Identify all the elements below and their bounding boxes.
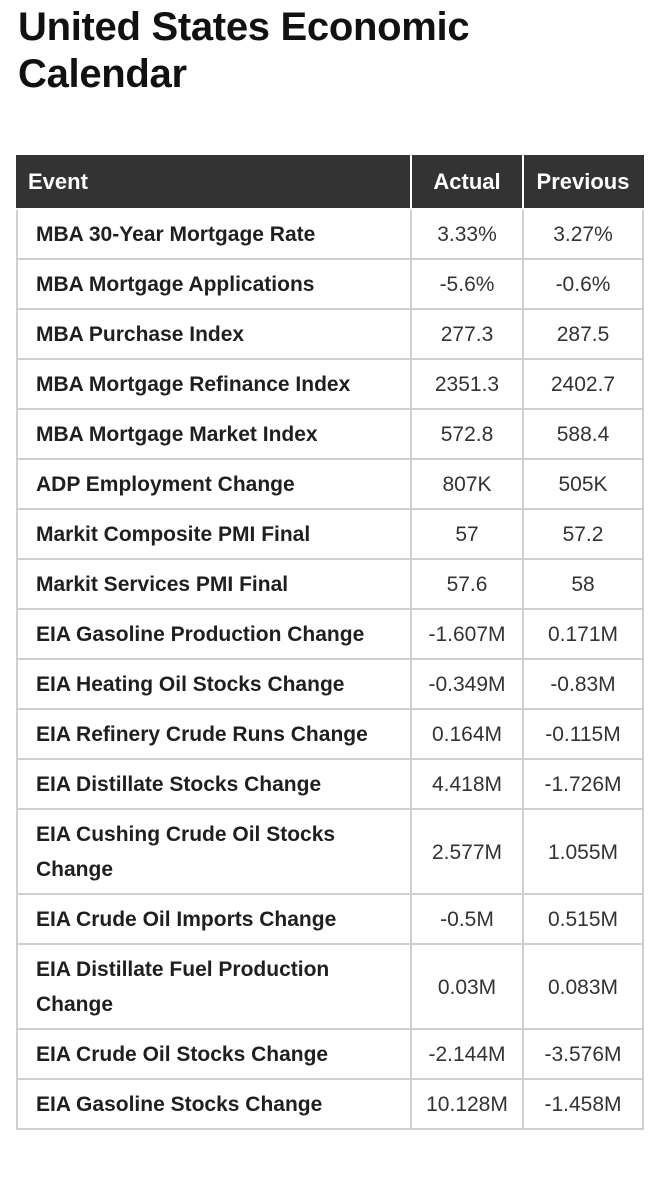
previous-value: -0.6%: [523, 259, 643, 309]
table-body: [17, 209, 643, 1129]
table-row: [17, 309, 643, 359]
previous-value: 588.4: [523, 409, 643, 459]
actual-value: 277.3: [411, 309, 523, 359]
previous-value: 287.5: [523, 309, 643, 359]
event-name: MBA 30-Year Mortgage Rate: [17, 209, 411, 259]
previous-value: 0.171M: [523, 609, 643, 659]
table-row: [17, 1029, 643, 1079]
actual-value: 57: [411, 509, 523, 559]
table-row: [17, 259, 643, 309]
actual-value: 2351.3: [411, 359, 523, 409]
event-name: EIA Distillate Fuel Production Change: [17, 944, 411, 1029]
previous-value: -3.576M: [523, 1029, 643, 1079]
event-name: MBA Purchase Index: [17, 309, 411, 359]
table-row: [17, 559, 643, 609]
actual-value: 10.128M: [411, 1079, 523, 1129]
previous-value: 0.083M: [523, 944, 643, 1029]
table-row: [17, 759, 643, 809]
actual-value: 2.577M: [411, 809, 523, 894]
table-row: [17, 809, 643, 894]
previous-value: 57.2: [523, 509, 643, 559]
actual-value: 0.03M: [411, 944, 523, 1029]
actual-value: -1.607M: [411, 609, 523, 659]
previous-value: 1.055M: [523, 809, 643, 894]
table-row: [17, 659, 643, 709]
actual-value: -0.5M: [411, 894, 523, 944]
table-row: [17, 709, 643, 759]
previous-value: -1.726M: [523, 759, 643, 809]
previous-value: 58: [523, 559, 643, 609]
event-name: MBA Mortgage Market Index: [17, 409, 411, 459]
header-row: [17, 155, 643, 209]
event-name: EIA Distillate Stocks Change: [17, 759, 411, 809]
actual-value: 572.8: [411, 409, 523, 459]
event-name: EIA Refinery Crude Runs Change: [17, 709, 411, 759]
column-header-actual: Actual: [411, 155, 523, 209]
table-row: [17, 1079, 643, 1129]
event-name: Markit Services PMI Final: [17, 559, 411, 609]
page-title: United States Economic Calendar: [18, 5, 470, 96]
event-name: EIA Gasoline Stocks Change: [17, 1079, 411, 1129]
event-name: EIA Gasoline Production Change: [17, 609, 411, 659]
previous-value: 0.515M: [523, 894, 643, 944]
actual-value: -2.144M: [411, 1029, 523, 1079]
actual-value: 0.164M: [411, 709, 523, 759]
column-header-previous: Previous: [523, 155, 643, 209]
event-name: ADP Employment Change: [17, 459, 411, 509]
column-header-event: Event: [17, 155, 411, 209]
actual-value: -5.6%: [411, 259, 523, 309]
event-name: EIA Heating Oil Stocks Change: [17, 659, 411, 709]
event-name: EIA Crude Oil Stocks Change: [17, 1029, 411, 1079]
event-name: EIA Crude Oil Imports Change: [17, 894, 411, 944]
table-row: [17, 409, 643, 459]
table-row: [17, 509, 643, 559]
actual-value: 807K: [411, 459, 523, 509]
previous-value: -1.458M: [523, 1079, 643, 1129]
table-row: [17, 894, 643, 944]
previous-value: -0.115M: [523, 709, 643, 759]
table-row: [17, 609, 643, 659]
economic-calendar-table: [16, 155, 644, 1130]
previous-value: 2402.7: [523, 359, 643, 409]
table-row: [17, 944, 643, 1029]
actual-value: -0.349M: [411, 659, 523, 709]
actual-value: 3.33%: [411, 209, 523, 259]
actual-value: 57.6: [411, 559, 523, 609]
table-row: [17, 359, 643, 409]
previous-value: 3.27%: [523, 209, 643, 259]
previous-value: -0.83M: [523, 659, 643, 709]
table-header: [17, 155, 643, 209]
table-row: [17, 209, 643, 259]
event-name: EIA Cushing Crude Oil Stocks Change: [17, 809, 411, 894]
table-row: [17, 459, 643, 509]
actual-value: 4.418M: [411, 759, 523, 809]
previous-value: 505K: [523, 459, 643, 509]
event-name: Markit Composite PMI Final: [17, 509, 411, 559]
event-name: MBA Mortgage Refinance Index: [17, 359, 411, 409]
event-name: MBA Mortgage Applications: [17, 259, 411, 309]
